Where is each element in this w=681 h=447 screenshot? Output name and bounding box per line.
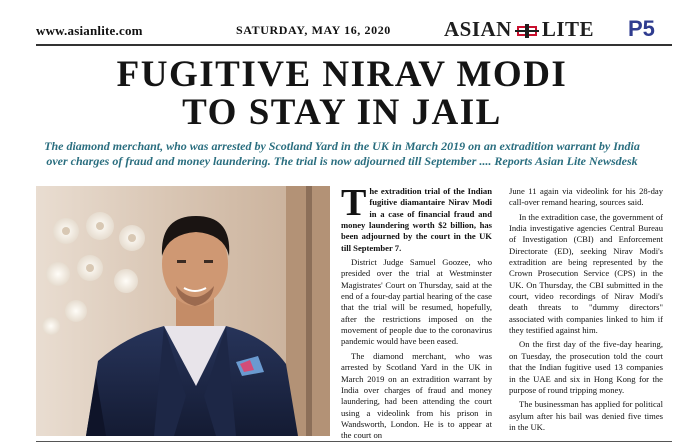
headline-line-1: FUGITIVE NIRAV MODI — [116, 54, 568, 95]
article-photo — [36, 186, 330, 436]
lantern-icon — [515, 23, 539, 39]
lead-text: he extradition trial of the Indian fugitive diamantaire Nirav Modi in a case of financial fraud and money laundering worth $2 billion, has been adjourned by the court in the UK till September 7. — [341, 186, 492, 253]
paragraph: On the first day of the five-day hearing, on Tuesday, the prosecution told the court that the Indian fugitive used 13 companies in the UAE and six in Hong Kong for the purpose of round tripping money. — [509, 339, 663, 395]
article-column-2 — [509, 186, 663, 436]
paragraph: The businessman has applied for political asylum after his bail was denied five times in the UK. — [509, 399, 663, 432]
paragraph: District Judge Samuel Goozee, who presided over the trial at Westminster Magistrates' Court on Thursday, said at the end of a four-day partial hearing of the case that the trial will be resumed, hopefully, after the restrictions imposed on the movement of people due to the coronavirus pandemic would have been eased. — [341, 257, 492, 347]
brand-name-right: LITE — [541, 17, 595, 41]
brand-name-left: ASIAN — [444, 17, 512, 41]
headline — [36, 56, 648, 132]
page-header — [0, 0, 681, 44]
lead-paragraph — [341, 182, 492, 254]
paragraph: In the extradition case, the government of India investigative agencies Central Bureau of Investigation (CBI) and Enforcement Directorate (ED), seeking Nirav Modi's extradition are being represented by the Crown Prosecution Service (CPS) in the UK. On Thursday, the CBI submitted in the court, video recordings of Nirav Modi's death threats to "dummy directors" associated with companies linked to him if they testified against him. — [509, 211, 663, 336]
footer-divider — [36, 441, 672, 442]
portrait-image — [36, 186, 330, 436]
drop-cap: T — [341, 182, 367, 224]
article-column-1 — [341, 182, 492, 445]
site-url[interactable]: www.asianlite.com — [36, 23, 143, 38]
subheadline: The diamond merchant, who was arrested by Scotland Yard in the UK in March 2019 on an extradition warrant by India over charges of fraud and money laundering. The trial is now adjourned till September .... Reports Asian Lite Newsdesk — [44, 139, 640, 168]
paragraph: The diamond merchant, who was arrested by Scotland Yard in the UK in March 2019 on an extradition warrant by India over charges of fraud and money laundering, had been attending the court using a videolink from his prison in Wandsworth, London. He is to appear at the court on — [341, 350, 492, 441]
header-divider — [36, 44, 672, 46]
paragraph: June 11 again via videolink for his 28-day call-over remand hearing, sources said. — [509, 186, 663, 208]
brand-logo — [444, 17, 594, 42]
page-number: P5 — [628, 16, 655, 41]
headline-line-2: TO STAY IN JAIL — [182, 92, 502, 133]
issue-date: SATURDAY, MAY 16, 2020 — [236, 23, 391, 37]
